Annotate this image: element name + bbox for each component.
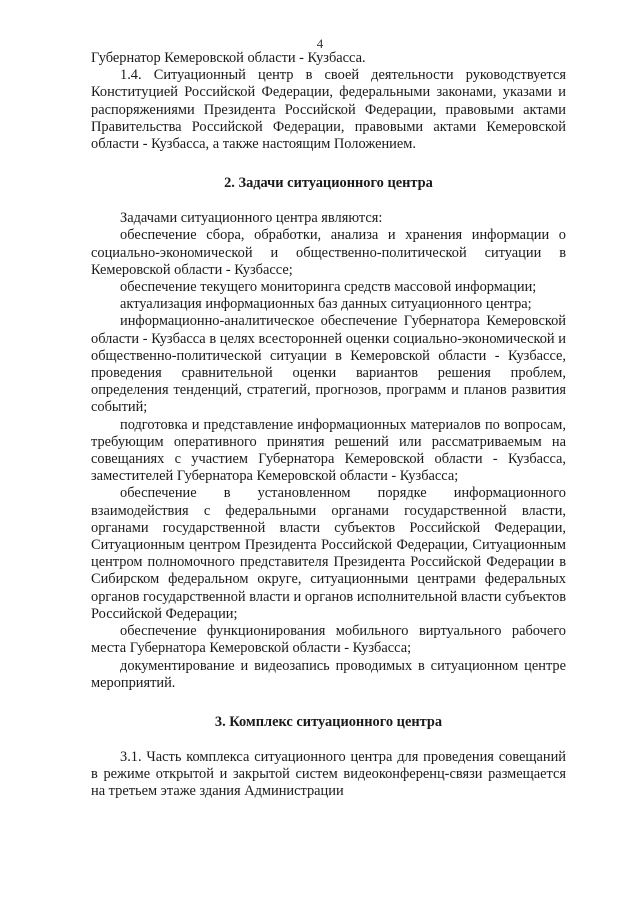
list-item-task: подготовка и представление информационных материалов по вопросам, требующим оперативного принятия решений или рассматриваемым на совещаниях с участием Губернатора Кемеровской области - Кузбасса, заместителей Губернатора Кемеровской области - Кузбасса; [91,416,566,485]
list-item-task: актуализация информационных баз данных ситуационного центра; [120,296,532,313]
paragraph-tasks-intro: Задачами ситуационного центра являются: [120,210,383,227]
list-item-task: обеспечение сбора, обработки, анализа и хранения информации о социально-экономической и общественно-политической ситуации в Кемеровской области - Кузбассе; [91,227,566,278]
list-item-task: обеспечение в установленном порядке информационного взаимодействия с федеральными органами государственной власти, органами государственной власти субъектов Российской Федерации, Ситуационным центром Президента Российской Федерации, Ситуационным центром полномочного представителя Президента Российской Федерации в Сибирском федеральном округе, ситуационными центрами федеральных органов государственной власти и органов исполнительной власти субъектов Российской Федерации; [91,485,566,622]
document-body [91,50,566,801]
section-heading-2: 2. Задачи ситуационного центра [224,175,433,192]
list-item-task: обеспечение текущего мониторинга средств массовой информации; [120,279,537,296]
paragraph-1-4: 1.4. Ситуационный центр в своей деятельности руководствуется Конституцией Российской Федерации, федеральными законами, указами и распоряжениями Президента Российской Федерации, правовыми актами Правительства Российской Федерации, правовыми актами Кемеровской области - Кузбасса, а также настоящим Положением. [91,67,566,153]
list-item-task: информационно-аналитическое обеспечение Губернатора Кемеровской области - Кузбасса в целях всесторонней оценки социально-экономической и общественно-политической ситуации в Кемеровской области - Кузбассе, проведения сравнительной оценки вариантов решения проблем, определения тенденций, стратегий, прогнозов, программ и планов развития событий; [91,313,566,416]
paragraph-3-1: 3.1. Часть комплекса ситуационного центра для проведения совещаний в режиме открытой и закрытой систем видеоконференц-связи размещается на третьем этаже здания Администрации [91,748,566,800]
section-heading-3: 3. Комплекс ситуационного центра [214,713,443,730]
list-item-task: документирование и видеозапись проводимых в ситуационном центре мероприятий. [91,657,566,691]
list-item-task: обеспечение функционирования мобильного виртуального рабочего места Губернатора Кемеровской области - Кузбасса; [91,623,566,657]
paragraph-continuation: Губернатор Кемеровской области - Кузбасса. [91,50,366,66]
page-number: 4 [316,36,324,51]
